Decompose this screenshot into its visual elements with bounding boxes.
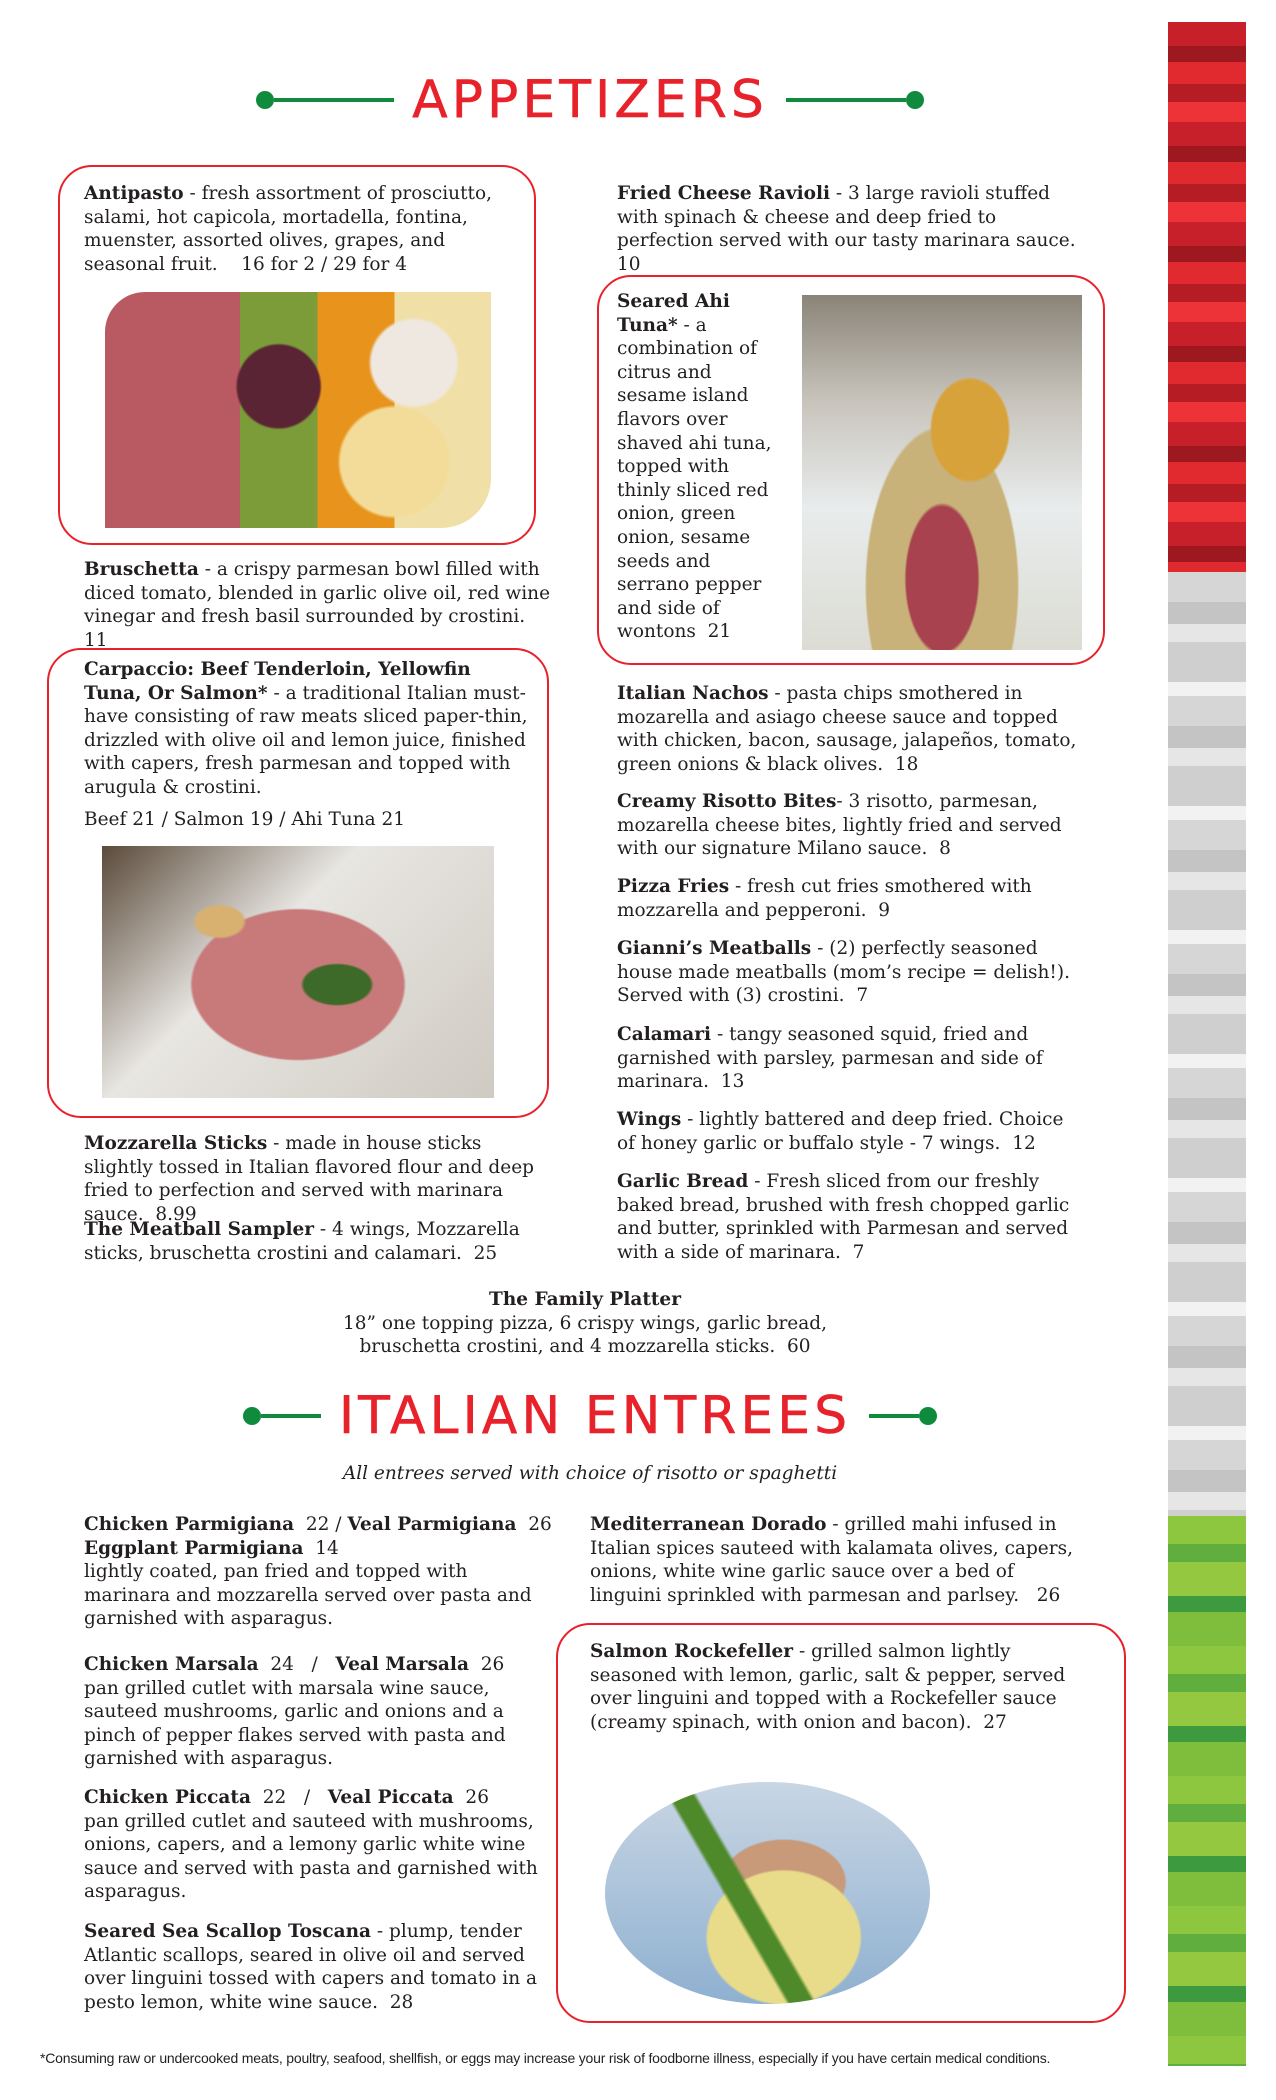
item-desc: - 4 wings, Mozzarella sticks, bruschetta crostini and calamari. [84,1219,520,1264]
menu-item-salmon-rockefeller [590,1640,1090,1734]
item-name: Salmon Rockefeller [590,1641,794,1662]
menu-item-calamari [617,1023,1067,1094]
carpaccio-photo [102,846,494,1098]
item-desc: - 3 large ravioli stuffed with spinach & cheese and deep fried to perfection served with our tasty marinara sauce. [617,183,1076,252]
item-price: 7 [852,1241,865,1263]
item-name: Seared Ahi Tuna* [617,291,730,336]
item-desc: - pasta chips smothered in mozarella and asiago cheese sauce and topped with chicken, bacon, sausage, jalapeños, tomato, green onions & black olives. [617,683,1077,775]
menu-item-pizza-fries [617,875,1057,922]
header-dot-right [919,1407,937,1425]
item-name: Chicken Parmigiana [84,1514,295,1535]
item-name: Mozzarella Sticks [84,1133,268,1154]
menu-item-scallop-toscana [84,1920,544,2014]
item-name: Pizza Fries [617,876,730,897]
item-name: Calamari [617,1024,712,1045]
item-price: 26 [528,1514,552,1535]
section-title-entrees: ITALIAN ENTREES [338,1386,852,1446]
item-price: 8.99 [155,1203,197,1225]
item-name: Fried Cheese Ravioli [617,183,831,204]
item-name: The Family Platter [489,1289,681,1310]
item-price: 28 [389,1991,414,2013]
entrees-subtitle: All entrees served with choice of risotto or spaghetti [342,1463,838,1484]
item-desc: - 3 risotto, parmesan, mozarella cheese bites, lightly fried and served with our signature Milano sauce. [617,791,1062,860]
item-price: 25 [473,1242,498,1264]
footnote: *Consuming raw or undercooked meats, poultry, seafood, shellfish, or eggs may increase your risk of foodborne illness, especially if you have certain medical conditions. [40,2050,1051,2066]
item-name: Veal Parmigiana [347,1514,517,1535]
item-desc: - grilled salmon lightly seasoned with lemon, garlic, salt & pepper, served over linguini and topped with a Rockefeller sauce (creamy spinach, with onion and bacon). [590,1641,1066,1733]
item-name: Veal Marsala [335,1654,469,1675]
item-name: Italian Nachos [617,683,769,704]
header-dot-right [906,91,924,109]
item-name: Gianni’s Meatballs [617,938,812,959]
item-name: Seared Sea Scallop Toscana [84,1921,372,1942]
appetizers-header [240,70,940,130]
item-desc: - (2) perfectly seasoned house made meatballs (mom’s recipe = delish!). Served with (3) crostini. [617,938,1070,1007]
item-name: Veal Piccata [327,1787,454,1808]
item-price: 9 [878,899,891,921]
menu-item-carpaccio [84,658,529,831]
menu-item-fried-cheese-ravioli [617,182,1087,276]
item-name: Garlic Bread [617,1171,749,1192]
menu-item-marsala: Chicken Marsala 24 / Veal Marsala 26 pan grilled cutlet with marsala wine sauce, sauteed mushrooms, garlic and onions and a pinch of pepper flakes served with pasta and garnished with asparagus. [84,1653,534,1771]
header-dot-left [243,1407,261,1425]
item-price: 18 [894,753,919,775]
menu-item-creamy-risotto-bites [617,790,1087,861]
item-price: 7 [856,985,869,1007]
item-price: 22 [262,1787,287,1808]
item-desc: - tangy seasoned squid, fried and garnished with parsley, parmesan and side of marinara. [617,1024,1043,1093]
item-desc: - grilled mahi infused in Italian spices sauteed with kalamata olives, capers, onions, white wine garlic sauce over a bed of linguini sprinkled with parmesan and parlsey. [590,1514,1073,1606]
item-name: Bruschetta [84,559,199,580]
item-price: 27 [983,1711,1007,1733]
menu-item-mozzarella-sticks [84,1132,554,1226]
item-name: Wings [617,1109,682,1130]
header-rule [261,1414,321,1418]
item-desc: - fresh cut fries smothered with mozzarella and pepperoni. [617,876,1032,921]
item-price: 16 for 2 / 29 for 4 [241,253,408,275]
item-desc: - plump, tender Atlantic scallops, seared in olive oil and served over linguini tossed with capers and tomato in a pesto lemon, white wine sauce. [84,1921,538,2013]
menu-item-mediterranean-dorado [590,1513,1090,1607]
item-price: 10 [617,253,641,275]
item-price: 26 [465,1787,489,1808]
item-name: Eggplant Parmigiana [84,1537,304,1559]
item-desc: - lightly battered and deep fried. Choice of honey garlic or buffalo style - 7 wings. [617,1109,1064,1154]
item-desc: - a traditional Italian must-have consisting of raw meats sliced paper-thin, drizzled with olive oil and lemon juice, finished with capers, fresh parmesan and topped with arugula & crostini. [84,682,528,798]
item-desc: pan grilled cutlet and sauteed with mushrooms, onions, capers, and a lemony garlic white wine sauce and served with pasta and garnished with asparagus. [84,1810,538,1903]
item-price: 21 [707,621,732,643]
item-name: Mediterranean Dorado [590,1514,827,1535]
item-desc: 18” one topping pizza, 6 crispy wings, garlic bread, bruschetta crostini, and 4 mozzarella sticks. [343,1312,827,1358]
item-name: Chicken Piccata [84,1787,251,1808]
item-desc: pan grilled cutlet with marsala wine sauce, sauteed mushrooms, garlic and onions and a pinch of pepper flakes served with pasta and garnished with asparagus. [84,1677,506,1770]
ahi-tuna-photo [802,295,1082,650]
header-rule [869,1414,919,1418]
item-desc: - a crispy parmesan bowl filled with diced tomato, blended in garlic olive oil, red wine vinegar and fresh basil surrounded by crostini. [84,559,551,628]
item-price: 13 [720,1071,745,1093]
menu-item-parmigiana: Chicken Parmigiana 22 / Veal Parmigiana 26 Eggplant Parmigiana 14 lightly coated, pan fried and topped with marinara and mozzarella served over pasta and garnished with asparagus. [84,1513,554,1631]
item-price: 8 [939,838,951,860]
item-price: 12 [1012,1132,1036,1154]
item-price: 26 [1036,1584,1061,1606]
item-desc: - Fresh sliced from our freshly baked bread, brushed with fresh chopped garlic and butter, sprinkled with Parmesan and served with a side of marinara. [617,1171,1070,1263]
menu-item-garlic-bread [617,1170,1087,1264]
decorative-stripe-green [1168,1516,1246,2066]
item-price: 60 [786,1336,811,1358]
decorative-stripe-red [1168,22,1246,572]
header-rule [274,98,394,102]
item-price: 11 [84,629,108,651]
item-price: 14 [315,1537,339,1559]
menu-item-wings [617,1108,1087,1155]
item-name: Antipasto [84,183,184,204]
item-price: 22 [305,1514,330,1535]
item-price: 26 [480,1654,505,1675]
menu-item-seared-ahi-tuna [617,290,779,644]
item-desc: - made in house sticks slightly tossed in Italian flavored flour and deep fried to perfection and served with marinara sauce. [84,1133,534,1225]
item-price: 24 [270,1654,294,1675]
entrees-header [240,1386,940,1446]
menu-item-giannis-meatballs [617,937,1087,1008]
menu-item-piccata: Chicken Piccata 22 / Veal Piccata 26 pan grilled cutlet and sauteed with mushrooms, onions, capers, and a lemony garlic white wine sauce and served with pasta and garnished with asparagus. [84,1786,544,1904]
menu-item-bruschetta [84,558,554,652]
header-dot-left [256,91,274,109]
item-desc: - a combination of citrus and sesame island flavors over shaved ahi tuna, topped with thinly sliced red onion, green onion, sesame seeds and serrano pepper and side of wontons [617,314,772,643]
menu-item-antipasto [84,182,524,276]
item-desc: - fresh assortment of prosciutto, salami, hot capicola, mortadella, fontina, muenster, assorted olives, grapes, and seasonal fruit. [84,183,492,275]
menu-item-family-platter [340,1288,830,1359]
item-name: Chicken Marsala [84,1654,259,1675]
section-title-appetizers: APPETIZERS [412,70,768,130]
item-name: Creamy Risotto Bites [617,791,837,812]
antipasto-photo [105,292,491,528]
item-price: Beef 21 / Salmon 19 / Ahi Tuna 21 [84,808,406,830]
item-name: The Meatball Sampler [84,1219,315,1240]
item-desc: lightly coated, pan fried and topped with marinara and mozzarella served over pasta and garnished with asparagus. [84,1561,532,1630]
header-rule [786,98,906,102]
salmon-rockefeller-photo [605,1782,930,2004]
decorative-stripe-grey [1168,572,1246,1516]
item-name: Carpaccio: Beef Tenderloin, Yellowfin Tuna, Or Salmon* [84,659,471,704]
menu-item-meatball-sampler [84,1218,524,1265]
menu-item-italian-nachos [617,682,1087,776]
